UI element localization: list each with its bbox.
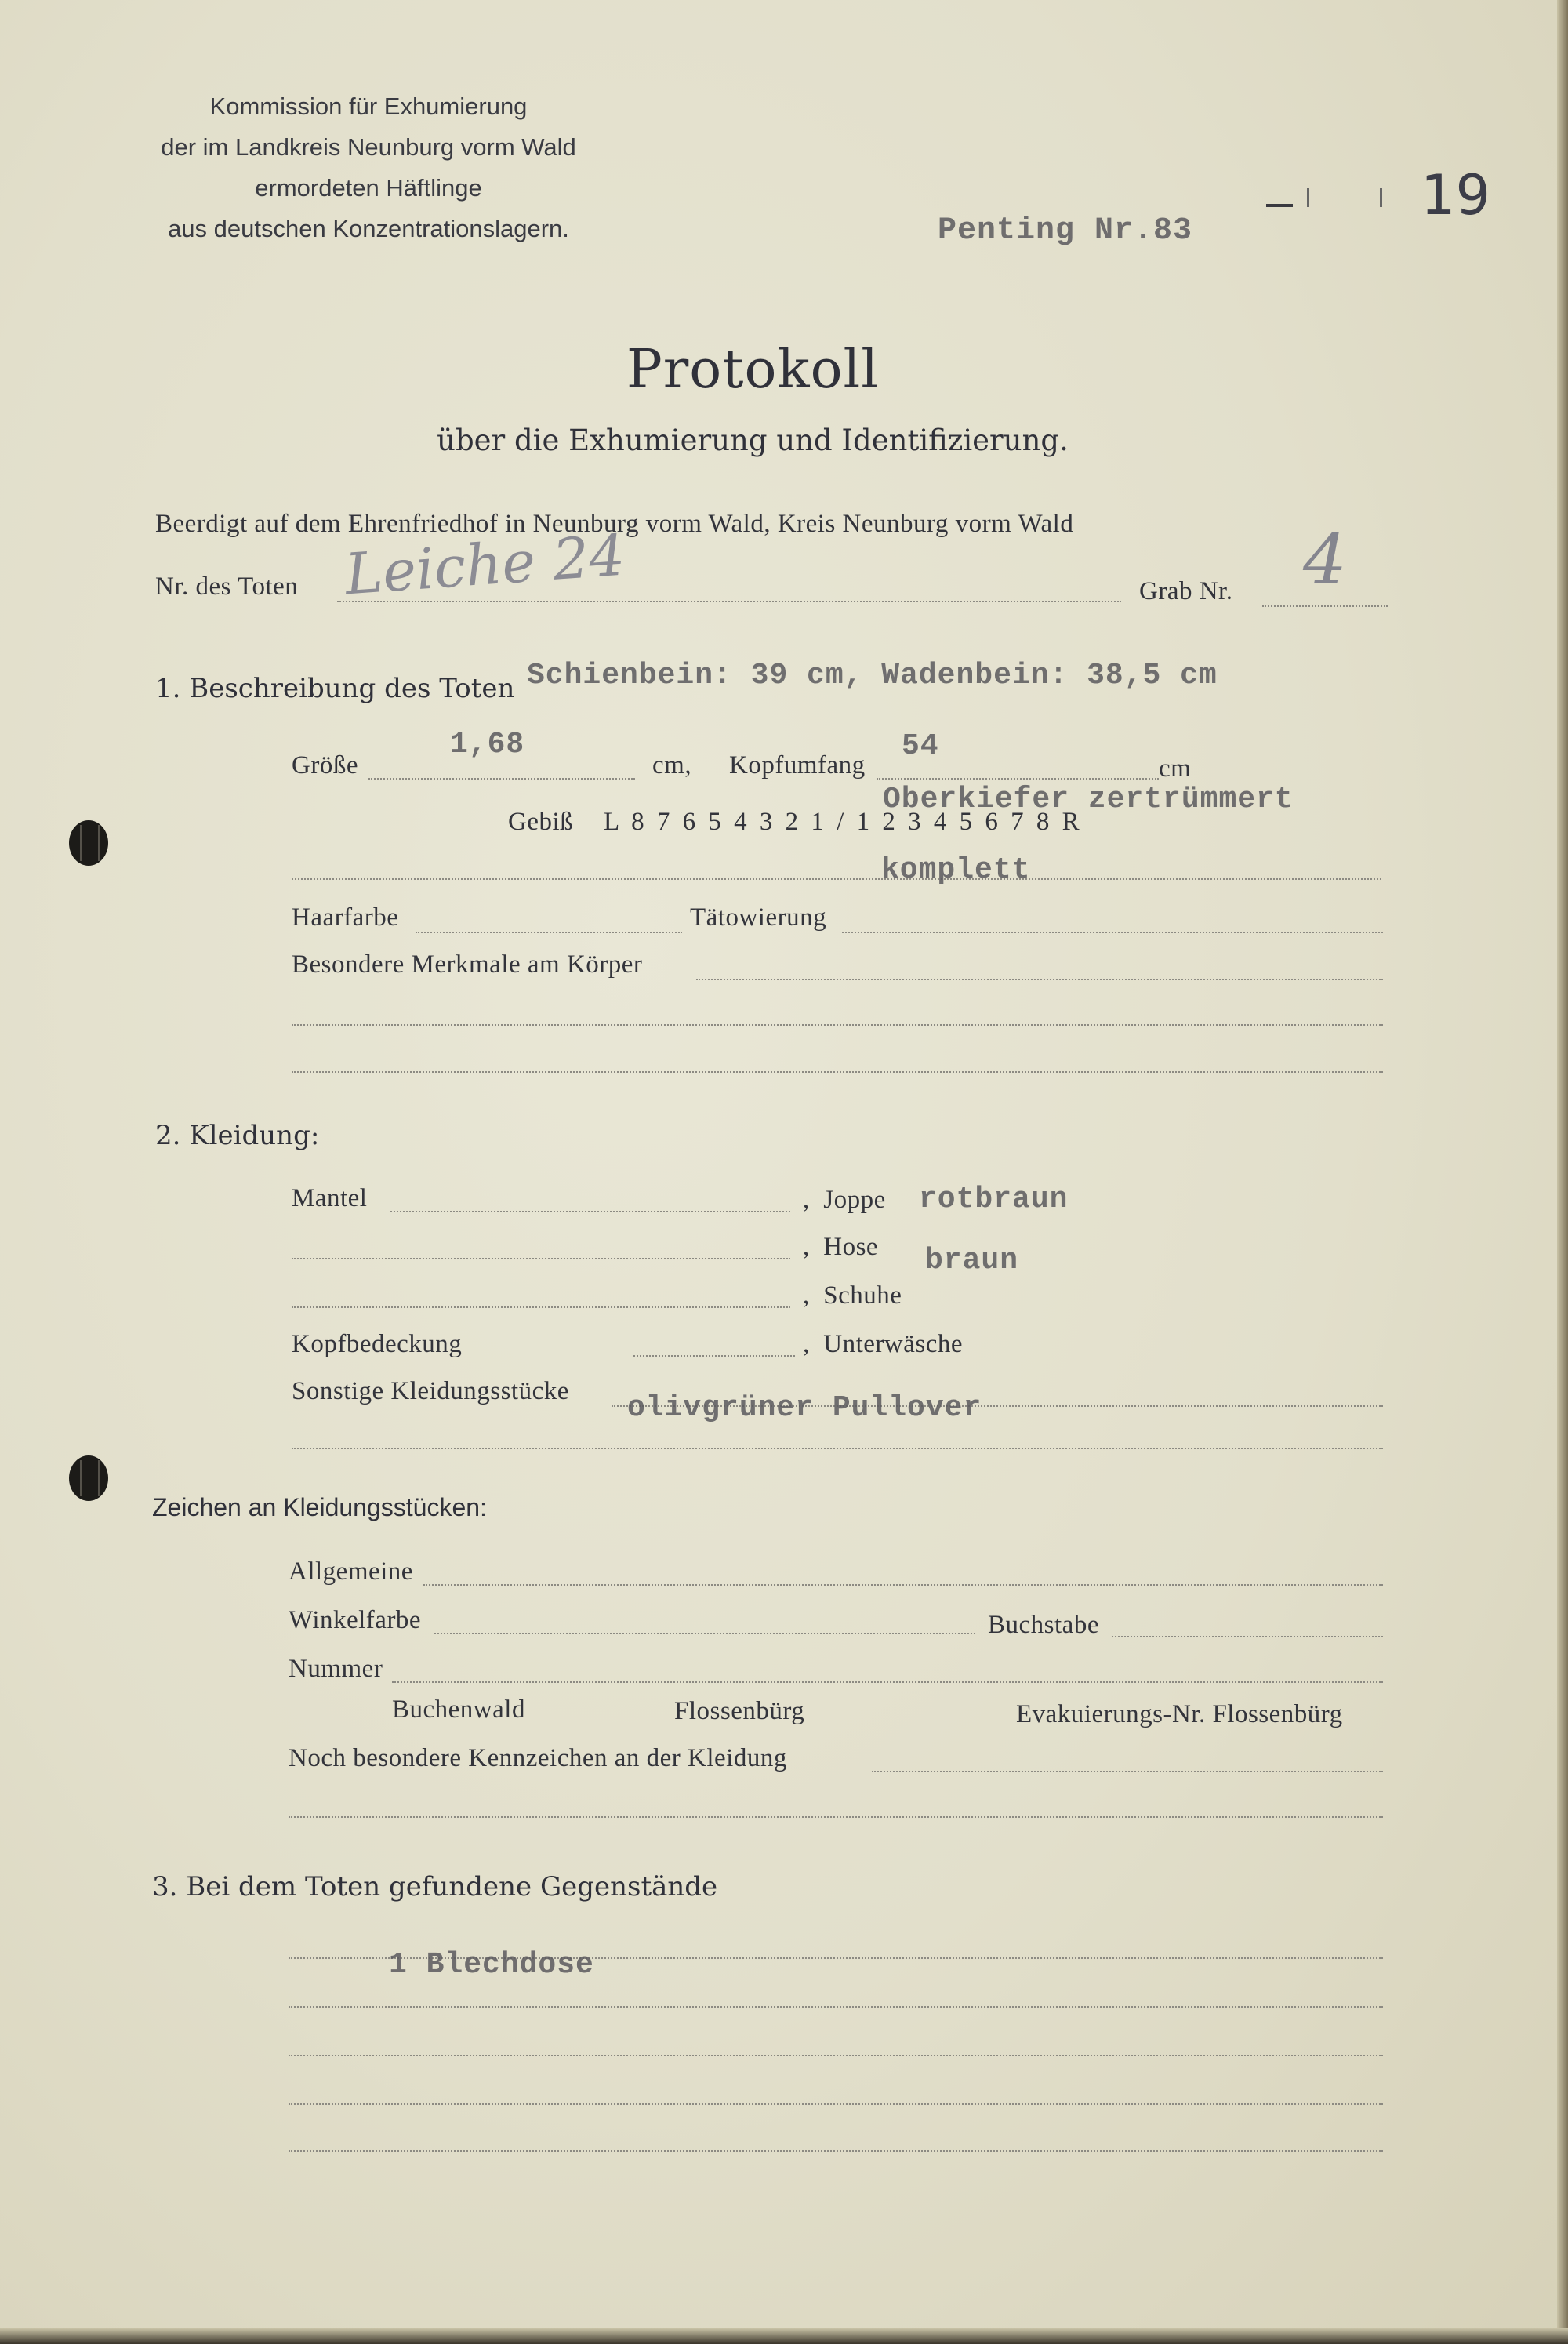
noch-kennzeichen-line (872, 1771, 1383, 1772)
items-line-2 (289, 2006, 1383, 2008)
section-1-measurements: Schienbein: 39 cm, Wadenbein: 38,5 cm (527, 659, 1218, 692)
section-1-heading: 1. Beschreibung des Toten (155, 673, 515, 704)
haarfarbe-label: Haarfarbe (292, 903, 399, 932)
found-item-1: 1 Blechdose (389, 1948, 594, 1982)
clothing-line-2 (292, 1258, 790, 1259)
unterwaesche-label: , Unterwäsche (803, 1330, 964, 1358)
flossenbuerg-label: Flossenbürg (674, 1697, 805, 1725)
buchstabe-label: Buchstabe (988, 1611, 1099, 1639)
grab-nr-value: 4 (1303, 519, 1347, 600)
nummer-line (392, 1681, 1383, 1683)
allgemeine-line (423, 1584, 1383, 1586)
header-line-3: ermordeten Häftlinge (255, 174, 482, 202)
gebiss-line (292, 878, 1381, 880)
noch-kennzeichen-line-2 (289, 1816, 1383, 1818)
section-3-heading: 3. Bei dem Toten gefundene Gegenstände (152, 1871, 718, 1902)
nummer-label: Nummer (289, 1655, 383, 1683)
document-subtitle: über die Exhumierung und Identifizierung. (437, 423, 1069, 457)
cm-label-2: cm (1159, 754, 1192, 783)
buchenwald-label: Buchenwald (392, 1695, 525, 1724)
groesse-label: Größe (292, 751, 358, 780)
sonstige-line-2 (292, 1448, 1383, 1449)
noch-kennzeichen-label: Noch besondere Kennzeichen an der Kleidung (289, 1744, 787, 1772)
document-title: Protokoll (626, 339, 880, 401)
items-line-4 (289, 2103, 1383, 2105)
nr-des-toten-label: Nr. des Toten (155, 572, 299, 601)
winkelfarbe-label: Winkelfarbe (289, 1606, 422, 1634)
mantel-line (390, 1211, 790, 1212)
mantel-label: Mantel (292, 1184, 368, 1212)
groesse-value: 1,68 (450, 728, 525, 761)
merkmale-label: Besondere Merkmale am Körper (292, 950, 643, 979)
kopfumfang-value: 54 (902, 729, 939, 763)
hose-label: , Hose (803, 1233, 879, 1261)
page-edge-right (1557, 0, 1568, 2344)
zeichen-heading: Zeichen an Kleidungsstücken: (152, 1493, 487, 1521)
typed-reference: Penting Nr.83 (938, 213, 1193, 249)
burial-location: Beerdigt auf dem Ehrenfriedhof in Neunburg vorm Wald, Kreis Neunburg vorm Wald (155, 510, 1074, 538)
kopfbedeckung-label: Kopfbedeckung (292, 1330, 463, 1358)
header-line-2: der im Landkreis Neunburg vorm Wald (161, 133, 576, 161)
items-line-5 (289, 2150, 1383, 2152)
faded-stamp (1266, 182, 1384, 210)
punch-hole-top (69, 820, 108, 866)
allgemeine-label: Allgemeine (289, 1557, 413, 1586)
items-line-3 (289, 2055, 1383, 2056)
haarfarbe-line (416, 932, 682, 933)
page-edge-bottom (0, 2328, 1568, 2344)
cm-label-1: cm, (652, 751, 692, 780)
header-line-4: aus deutschen Konzentrationslagern. (168, 215, 569, 242)
sonstige-value: olivgrüner Pullover (627, 1391, 982, 1425)
hose-value: braun (925, 1244, 1019, 1277)
evakuierung-label: Evakuierungs-Nr. Flossenbürg (1016, 1700, 1343, 1728)
joppe-value: rotbraun (919, 1183, 1069, 1216)
clothing-line-3 (292, 1306, 790, 1308)
joppe-label: , Joppe (803, 1186, 886, 1214)
section-2-heading: 2. Kleidung: (155, 1120, 320, 1151)
gebiss-label: Gebiß (508, 808, 574, 836)
kopfbedeckung-line (633, 1355, 795, 1357)
merkmale-line-2 (292, 1024, 1383, 1026)
merkmale-line-1 (696, 979, 1383, 980)
gebiss-value-upper: Oberkiefer zertrümmert (883, 783, 1294, 816)
winkelfarbe-line (434, 1633, 975, 1634)
kopfumfang-label: Kopfumfang (729, 751, 866, 780)
page-number: 19 (1421, 163, 1491, 227)
schuhe-label: , Schuhe (803, 1281, 902, 1310)
header-line-1: Kommission für Exhumierung (209, 93, 528, 120)
taetowierung-line (842, 932, 1383, 933)
grab-nr-line (1262, 605, 1388, 607)
nr-des-toten-value: Leiche 24 (343, 521, 627, 608)
punch-hole-bottom (69, 1455, 108, 1501)
gebiss-value-lower: komplett (881, 853, 1031, 887)
merkmale-line-3 (292, 1071, 1383, 1073)
sonstige-label: Sonstige Kleidungsstücke (292, 1377, 569, 1405)
nr-des-toten-line (337, 601, 1121, 602)
grab-nr-label: Grab Nr. (1139, 577, 1233, 605)
kopfumfang-line (877, 778, 1159, 780)
buchstabe-line (1112, 1636, 1383, 1637)
taetowierung-label: Tätowierung (690, 903, 827, 932)
groesse-line (368, 778, 635, 780)
gebiss-teeth-chart: L 8 7 6 5 4 3 2 1 / 1 2 3 4 5 6 7 8 R (604, 808, 1083, 836)
